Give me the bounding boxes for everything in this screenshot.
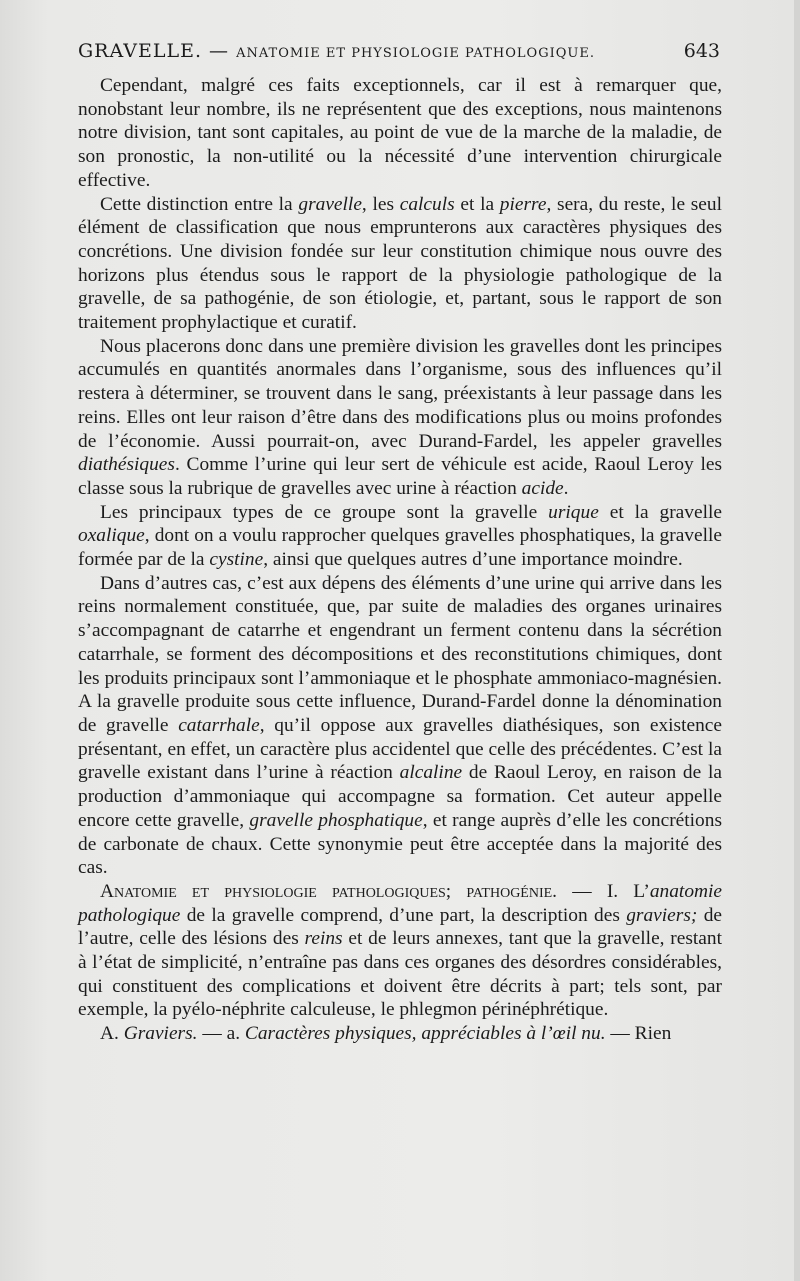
italic-text: Graviers. (123, 1023, 198, 1045)
text-segment: , et range auprès d’elle les concrétions de carbonate de chaux. Cette synonymie peut être acceptée dans la majorité des cas. (78, 809, 722, 879)
italic-text: oxalique (78, 525, 145, 547)
paragraph (78, 1022, 722, 1046)
italic-text: calculs (399, 193, 455, 215)
italic-text: alcaline (399, 762, 463, 784)
italic-text: reins (304, 928, 343, 950)
text-segment: , ainsi que quelques autres d’une importance moindre. (263, 549, 683, 571)
italic-text: catarrhale (178, 714, 260, 736)
page-number: 643 (683, 40, 720, 62)
text-segment: Cependant, malgré ces faits exceptionnels, car il est à remarquer que, nonobstant leur nombre, ils ne représentent que des exceptions, nous maintenons notre division, tant sont capitales, au point de vue de la marche de la maladie, de son pronostic, la non-utilité ou la nécessité d’une intervention chirurgicale effective. (78, 75, 722, 191)
text-segment: — I. L’ (557, 880, 650, 902)
text-segment: Dans d’autres cas, c’est aux dépens des éléments d’une urine qui arrive dans les reins normalement constituée, que, par suite de maladies des organes urinaires s’accompagnant de catarrhe et engendrant un ferment contenu dans la sécrétion catarrhale, se forment des décompositions et des reconstitutions chimiques, dont les produits principaux sont l’ammoniaque et le phosphate ammoniaco-magnésien. A la gravelle produite sous cette influence, Durand-Fardel donne la dénomination de gravelle (78, 572, 722, 736)
running-title-section: ANATOMIE ET PHYSIOLOGIE PATHOLOGIQUE. (236, 46, 595, 61)
italic-text: pierre (499, 193, 547, 215)
text-segment: , sera, du reste, le seul élément de classification que nous emprunterons aux caractères physiques des concrétions. Une division fondée sur leur constitution chimique nous ouvre des horizons plus étendus sous le rapport de la physiologie pathologique de la gravelle, de sa pathogénie, de son étiologie, et, partant, sous le rapport de son traitement prophylactique et curatif. (78, 193, 722, 334)
page-edge (794, 0, 800, 1281)
italic-text: cystine (209, 549, 264, 571)
text-segment: A. (100, 1023, 124, 1045)
italic-text: graviers; (626, 904, 698, 926)
text-segment: de Raoul Leroy, en raison de la production d’ammoniaque qui accompagne sa formation. Cet auteur appelle encore cette gravelle, (78, 762, 722, 831)
text-segment: Les principaux types de ce groupe sont la gravelle (100, 501, 549, 523)
paragraph (78, 74, 722, 193)
paragraph (78, 335, 722, 501)
paragraph (78, 880, 722, 1022)
text-segment: Cette distinction entre la (100, 193, 299, 215)
section-heading: Anatomie et physiologie pathologiques; pathogénie. (100, 880, 558, 902)
body-text (78, 74, 722, 1046)
text-segment: de la gravelle comprend, d’une part, la description des (180, 904, 627, 926)
paragraph (78, 501, 722, 572)
italic-text: diathésiques (78, 454, 175, 476)
text-segment: , qu’il oppose aux gravelles diathésiques, son existence présentant, en effet, un caractère plus accidentel que celle des précédentes. C’est la gravelle existant dans l’urine à réaction (78, 714, 722, 784)
text-segment: . Comme l’urine qui leur sert de véhicule est acide, Raoul Leroy les classe sous la rubrique de gravelles avec urine à réaction (78, 454, 722, 499)
text-segment: et de leurs annexes, tant que la gravelle, restant à l’état de simplicité, n’entraîne pas dans ces organes des désordres considérables, qui constituent des complications et doivent être décrits à part; tels sont, par exemple, la pyélo-néphrite calculeuse, le phlegmon périnéphrétique. (78, 928, 722, 1021)
running-title (78, 40, 595, 62)
text-segment: et la gravelle (598, 501, 722, 523)
text-segment: — a. (197, 1023, 245, 1045)
text-segment: , les (361, 193, 400, 215)
text-segment: de l’autre, celle des lésions des (78, 904, 722, 950)
italic-text: gravelle phosphatique (249, 809, 423, 831)
text-segment: et la (454, 193, 500, 215)
italic-text: urique (548, 501, 599, 523)
italic-text: anatomie pathologique (78, 880, 723, 926)
text-segment: , dont on a voulu rapprocher quelques gravelles phosphatiques, la gravelle formée par de la (78, 525, 722, 571)
text-segment: . (563, 477, 569, 499)
italic-text: gravelle (298, 193, 362, 215)
paragraph (78, 572, 722, 880)
italic-text: acide (521, 477, 564, 499)
paragraph (78, 193, 722, 335)
text-segment: Nous placerons donc dans une première division les gravelles dont les principes accumulés en quantités anormales dans l’organisme, sous des influences qu’il restera à déterminer, se trouvent dans le sang, préexistants à leur passage dans les reins. Elles ont leur raison d’être dans des modifications plus ou moins profondes de l’économie. Aussi pourrait-on, avec Durand-Fardel, les appeler gravelles (78, 335, 722, 452)
running-title-main: GRAVELLE. — (78, 40, 237, 62)
italic-text: Caractères physiques, appréciables à l’œil nu. (244, 1023, 606, 1045)
text-segment: — Rien (605, 1023, 672, 1045)
running-header (78, 40, 720, 70)
